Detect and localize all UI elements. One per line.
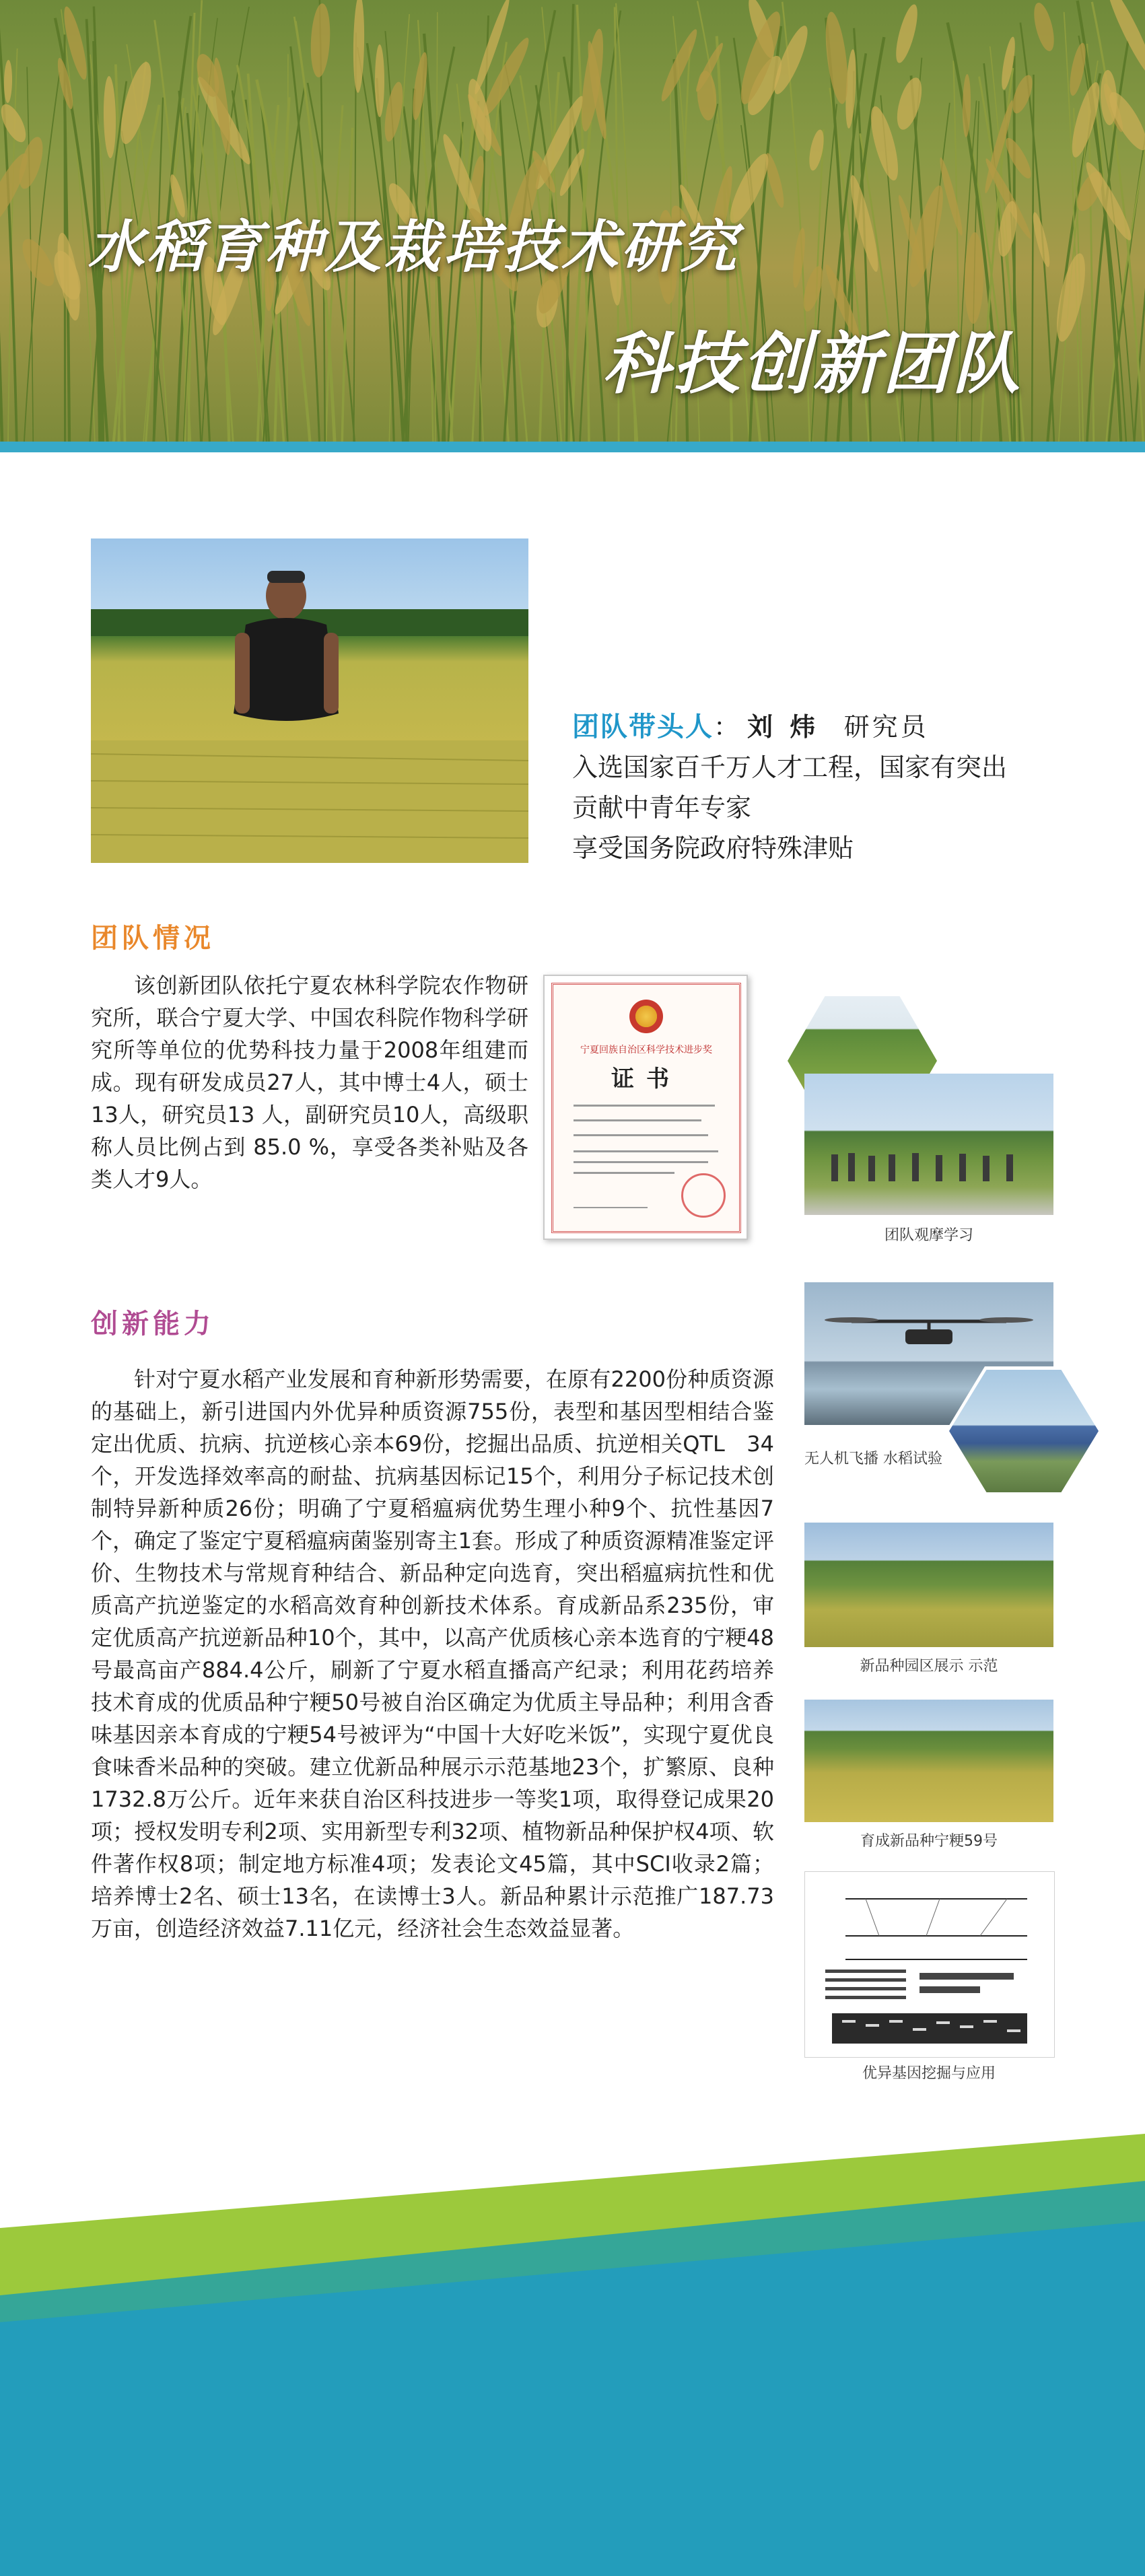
certificate-line <box>574 1119 701 1121</box>
caption-gene: 优异基因挖掘与应用 <box>862 2065 996 2082</box>
variety-garden-photo <box>804 1523 1053 1647</box>
caption-variety: 育成新品种宁粳59号 <box>860 1833 998 1850</box>
people-group <box>804 1074 1053 1215</box>
new-variety-photo <box>804 1700 1053 1822</box>
caption-team-visit: 团队观摩学习 <box>884 1227 973 1244</box>
leader-figure <box>91 538 528 863</box>
leader-photo <box>91 538 528 863</box>
caption-drone: 无人机飞播 水稻试验 <box>804 1451 942 1467</box>
certificate-line <box>574 1134 708 1136</box>
leader-honor-2: 贡献中青年专家 <box>572 793 752 823</box>
certificate-line <box>574 1161 708 1163</box>
leader-colon: ： <box>714 712 740 742</box>
leader-title: 研究员 <box>843 712 929 742</box>
certificate-org: 宁夏回族自治区科学技术进步奖 <box>580 1045 712 1055</box>
national-emblem-icon <box>629 1000 663 1033</box>
certificate-line <box>574 1105 715 1107</box>
gene-map-diagram <box>805 1872 1054 2057</box>
leader-name: 刘 炜 <box>747 712 820 742</box>
leader-honor-3: 享受国务院政府特殊津贴 <box>572 833 854 863</box>
gene-mapping-figure <box>804 1871 1055 2058</box>
footer-decoration <box>0 2120 1145 2576</box>
banner-title-main: 水稻育种及栽培技术研究 <box>88 214 740 280</box>
innovation-description: 针对宁夏水稻产业发展和育种新形势需要，在原有2200份种质资源的基础上，新引进国内外优异种质资源755份，表型和基因型相结合鉴定出优质、抗病、抗逆核心亲本69份，挖掘出品质、抗逆相关QTL 34个，开发选择效率高的耐盐、抗病基因标记15个，利用分子标记技术创制特异新种质26份；明确了宁夏稻瘟病优势生理小种9个、抗性基因7个，确定了鉴定宁夏稻瘟病菌鉴别寄主1套。形成了种质资源精准鉴定评价、生物技术与常规育种结合、新品种定向选育，突出稻瘟病抗性和优质高产抗逆鉴定的水稻高效育种创新技术体系。育成新品系235份，审定优质高产抗逆新品种10个，其中，以高产优质核心亲本选育的宁粳48号最高亩产884.4公斤，刷新了宁夏水稻直播高产纪录；利用花药培养技术育成的优质品种宁粳50号被自治区确定为优质主导品种；利用含香味基因亲本育成的宁粳54号被评为“中国十大好吃米饭”，实现宁夏优良食味香米品种的突破。建立优新品种展示示范基地23个，扩繁原、良种1732.8万公斤。近年来获自治区科技进步一等奖1项，取得登记成果20项；授权发明专利2项、实用新型专利32项、植物新品种保护权4项、软件著作权8项；制定地方标准4项；发表论文45篇，其中SCI收录2篇；培养博士2名、硕士13名，在读博士3人。新品种累计示范推广187.73万亩，创造经济效益7.11亿元，经济社会生态效益显著。 <box>91 1366 774 1941</box>
certificate-inner <box>551 983 741 1233</box>
team-description: 该创新团队依托宁夏农林科学院农作物研究所，联合宁夏大学、中国农科院作物科学研究所等单位的优势科技力量于2008年组建而成。现有研发成员27人，其中博士4人，硕士13人，研究员13 人，副研究员10人，高级职称人员比例占到 85.0 %，享受各类补贴及各类人才9人。 <box>91 973 528 1192</box>
certificate-title: 证书 <box>611 1066 681 1092</box>
leader-info <box>572 707 1097 868</box>
certificate-line <box>574 1150 718 1152</box>
team-section-title: 团队情况 <box>91 923 215 954</box>
banner-title-sub: 科技创新团队 <box>602 324 1022 403</box>
team-visit-photo <box>804 1074 1053 1215</box>
leader-heading: 团队带头人 <box>572 711 714 742</box>
award-certificate <box>543 975 748 1240</box>
caption-garden: 新品种园区展示 示范 <box>860 1658 998 1675</box>
leader-honor-1: 入选国家百千万人才工程，国家有突出 <box>572 753 1008 782</box>
certificate-line <box>574 1207 648 1208</box>
red-seal-icon <box>681 1173 726 1218</box>
banner-divider <box>0 442 1145 452</box>
certificate-line <box>574 1172 674 1174</box>
leader-heading-row <box>572 707 1097 747</box>
innovation-section-title: 创新能力 <box>91 1309 215 1339</box>
